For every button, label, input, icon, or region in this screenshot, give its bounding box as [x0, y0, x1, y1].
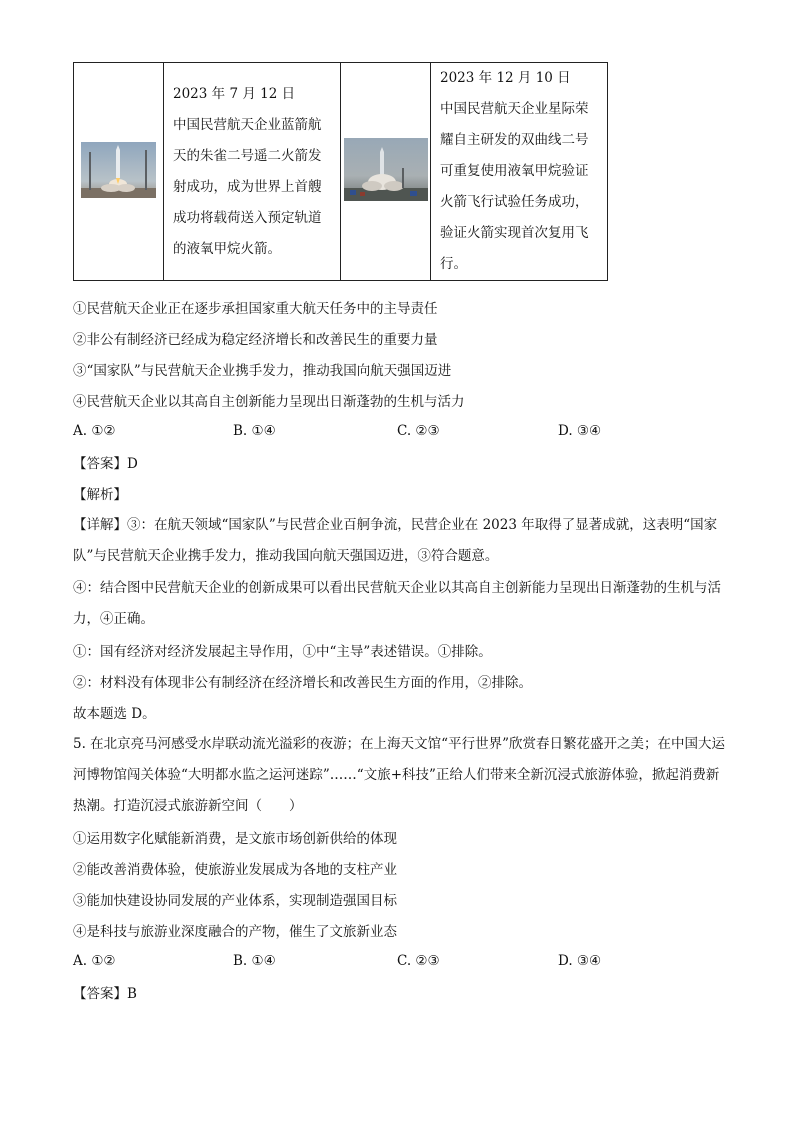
q5-answer-label: 【答案】 [73, 986, 127, 1002]
q5-option-4: ④是科技与旅游业深度融合的产物，催生了文旅新业态 [73, 924, 397, 940]
q5-choice-a: A. ①② [73, 953, 116, 969]
event-description-2: 中国民营航天企业星际荣耀自主研发的双曲线二号可重复使用液氧甲烷验证火箭飞行试验任务成功，验证火箭实现首次复用飞行。 [440, 101, 589, 272]
q4-choice-d: D. ③④ [558, 423, 602, 439]
q4-conclusion: 故本题选 D。 [73, 706, 156, 722]
zhuque2-launch-photo [81, 142, 156, 198]
q5-choice-d: D. ③④ [558, 953, 602, 969]
event-date-1: 2023 年 7 月 12 日 [173, 85, 296, 102]
q4-choices [73, 423, 713, 443]
q4-detail-label: 【详解】 [73, 517, 127, 533]
q4-answer-value: D [127, 456, 138, 472]
hyperbola2-launch-photo [344, 138, 428, 201]
event-date-2: 2023 年 12 月 10 日 [440, 70, 571, 86]
q5-option-3: ③能加快建设协同发展的产业体系，实现制造强国目标 [73, 893, 397, 909]
rocket-text-cell-2 [431, 63, 608, 281]
q5-option-1: ①运用数字化赋能新消费，是文旅市场创新供给的体现 [73, 831, 397, 847]
q5-answer [73, 984, 137, 1004]
q4-detail-1 [73, 510, 728, 572]
q4-choice-c: C. ②③ [397, 423, 440, 439]
rocket-photo-cell-1 [74, 63, 164, 281]
q5-choice-c: C. ②③ [397, 953, 440, 969]
rocket-text-cell-1 [164, 63, 341, 281]
q5-stem: 5. 在北京亮马河感受水岸联动流光溢彩的夜游；在上海天文馆“平行世界”欣赏春日繁花盛开之美；在中国大运河博物馆闯关体验“大明都水监之运河迷踪”……“文旅+科技”正给人们带来全新沉浸式旅游体验，掀起消费新热潮。打造沉浸式旅游新空间（ ） [73, 736, 725, 814]
q4-answer [73, 454, 138, 474]
q4-choice-b: B. ①④ [233, 423, 276, 439]
q4-analysis-label: 【解析】 [73, 487, 127, 503]
q4-detail-3: ①：国有经济对经济发展起主导作用，①中“主导”表述错误。①排除。 [73, 644, 492, 660]
q5-choices [73, 953, 713, 973]
q4-choice-a: A. ①② [73, 423, 116, 439]
q5-option-2: ②能改善消费体验，使旅游业发展成为各地的支柱产业 [73, 862, 397, 878]
q5-answer-value: B [127, 986, 137, 1002]
q4-detail-4: ②：材料没有体现非公有制经济在经济增长和改善民生方面的作用，②排除。 [73, 675, 532, 691]
q4-option-2: ②非公有制经济已经成为稳定经济增长和改善民生的重要力量 [73, 332, 438, 348]
q4-answer-label: 【答案】 [73, 456, 127, 472]
q4-option-4: ④民营航天企业以其高自主创新能力呈现出日渐蓬勃的生机与活力 [73, 394, 465, 410]
q4-option-3: ③“国家队”与民营航天企业携手发力，推动我国向航天强国迈进 [73, 363, 452, 379]
q4-option-1: ①民营航天企业正在逐步承担国家重大航天任务中的主导责任 [73, 301, 438, 317]
q4-detail-2: ④：结合图中民营航天企业的创新成果可以看出民营航天企业以其高自主创新能力呈现出日渐蓬勃的生机与活力，④正确。 [73, 580, 721, 627]
q4-detail-1-text: ③：在航天领域“国家队”与民营企业百舸争流，民营企业在 2023 年取得了显著成就，这表明“国家队”与民营航天企业携手发力，推动我国向航天强国迈进，③符合题意。 [73, 517, 718, 564]
rocket-photo-cell-2 [341, 63, 431, 281]
q5-choice-b: B. ①④ [233, 953, 276, 969]
rocket-launch-table [73, 62, 608, 281]
event-description-1: 中国民营航天企业蓝箭航天的朱雀二号遥二火箭发射成功，成为世界上首艘成功将载荷送入预定轨道的液氧甲烷火箭。 [173, 116, 322, 257]
